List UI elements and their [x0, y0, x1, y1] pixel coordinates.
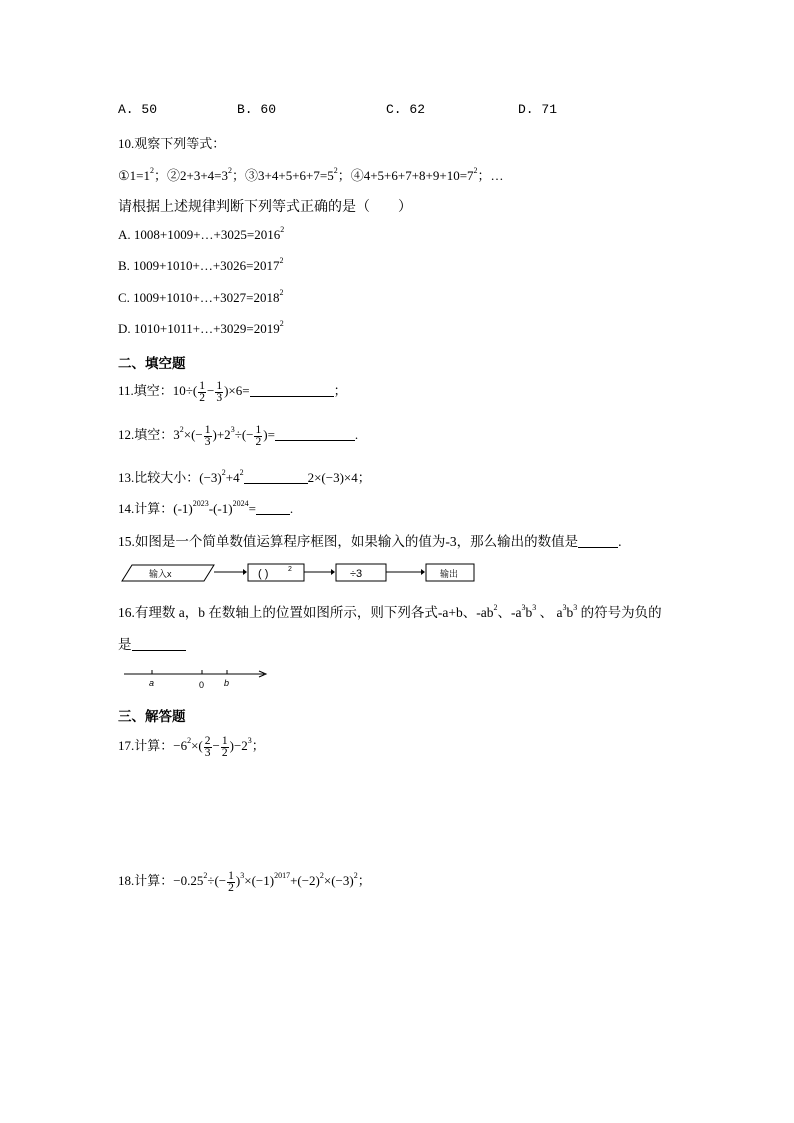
square-box: [248, 564, 304, 581]
q10-stem: 10.观察下列等式：: [118, 136, 226, 151]
divide-box-label: ÷3: [350, 568, 363, 580]
q17: 17.计算：$-6^2\times$( $\frac{2}{3}$ − $\frac{1}{2}$ )$-2^3$；: [118, 734, 265, 759]
answer-blank[interactable]: [275, 430, 355, 441]
answer-blank[interactable]: [244, 473, 308, 484]
answer-blank[interactable]: [578, 537, 618, 548]
arrowhead: [421, 569, 425, 575]
output-box-label: 输出: [440, 569, 459, 579]
answer-blank[interactable]: [256, 504, 290, 515]
option-d: D. 71: [518, 102, 558, 117]
number-line: [118, 664, 278, 692]
q10-option-c: C. $1009+1010+\dots+3027=2018^2$: [118, 288, 284, 305]
q16-line2: 是: [118, 633, 186, 653]
arrowhead: [331, 569, 335, 575]
answer-blank[interactable]: [250, 386, 334, 397]
q12: 12.填空：$3^2\times(-$ $\frac{1}{3}$ )$+2^3\div(-$ $\frac{1}{2}$ )= .: [118, 423, 359, 448]
q10-prompt: 请根据上述规律判断下列等式正确的是（ ）: [118, 200, 412, 215]
q15: 15.如图是一个简单数值运算程序框图，如果输入的值为-3，那么输出的数值是 .: [118, 534, 622, 549]
svg-text:( ): ( ): [258, 568, 269, 580]
option-b: B. 60: [237, 102, 277, 117]
label-a: a: [149, 678, 155, 688]
q13: 13.比较大小：$(-3)^2+4^2$ 2×(−3)×4；: [118, 468, 371, 485]
q10-equations: $①1=1^2$；$②2+3+4=3^2$；$③3+4+5+6+7=5^2$；$④4+5+6+7+8+9+10=7^2$；…: [118, 166, 504, 183]
section-fill-in-title: 二、填空题: [118, 356, 186, 372]
option-c: C. 62: [386, 102, 426, 117]
option-a: A. 50: [118, 102, 158, 117]
flowchart: [118, 560, 480, 586]
label-b: b: [224, 678, 230, 688]
q18: 18.计算：$-0.25^2\div(-$ $\frac{1}{2}$ )$^3\times(-1)^{2017}+(-2)^2\times(-3)^2$；: [118, 869, 371, 894]
q10-option-b: B. $1009+1010+\dots+3026=2017^2$: [118, 256, 284, 273]
q16-line1: 16.有理数 a，b 在数轴上的位置如图所示，则下列各式-a+b、$-ab^2$、$-a^3b^3$ 、 $a^3b^3$ 的符号为负的: [118, 603, 662, 620]
arrowhead: [243, 569, 247, 575]
label-0: 0: [199, 680, 205, 690]
q10-option-d: D. $1010+1011+\dots+3029=2019^2$: [118, 319, 284, 336]
input-box-label: 输入x: [149, 569, 172, 579]
answer-blank[interactable]: [132, 640, 186, 651]
svg-text:2: 2: [288, 566, 292, 573]
section-solve-title: 三、解答题: [118, 709, 186, 725]
q11: 11.填空：10÷( $\frac{1}{2}$ − $\frac{1}{3}$ )×6= ；: [118, 379, 347, 404]
q10-option-a: A. $1008+1009+\dots+3025=2016^2$: [118, 225, 285, 242]
q14: 14.计算：$(-1)^{2023}-(-1)^{2024}=$ .: [118, 499, 294, 516]
